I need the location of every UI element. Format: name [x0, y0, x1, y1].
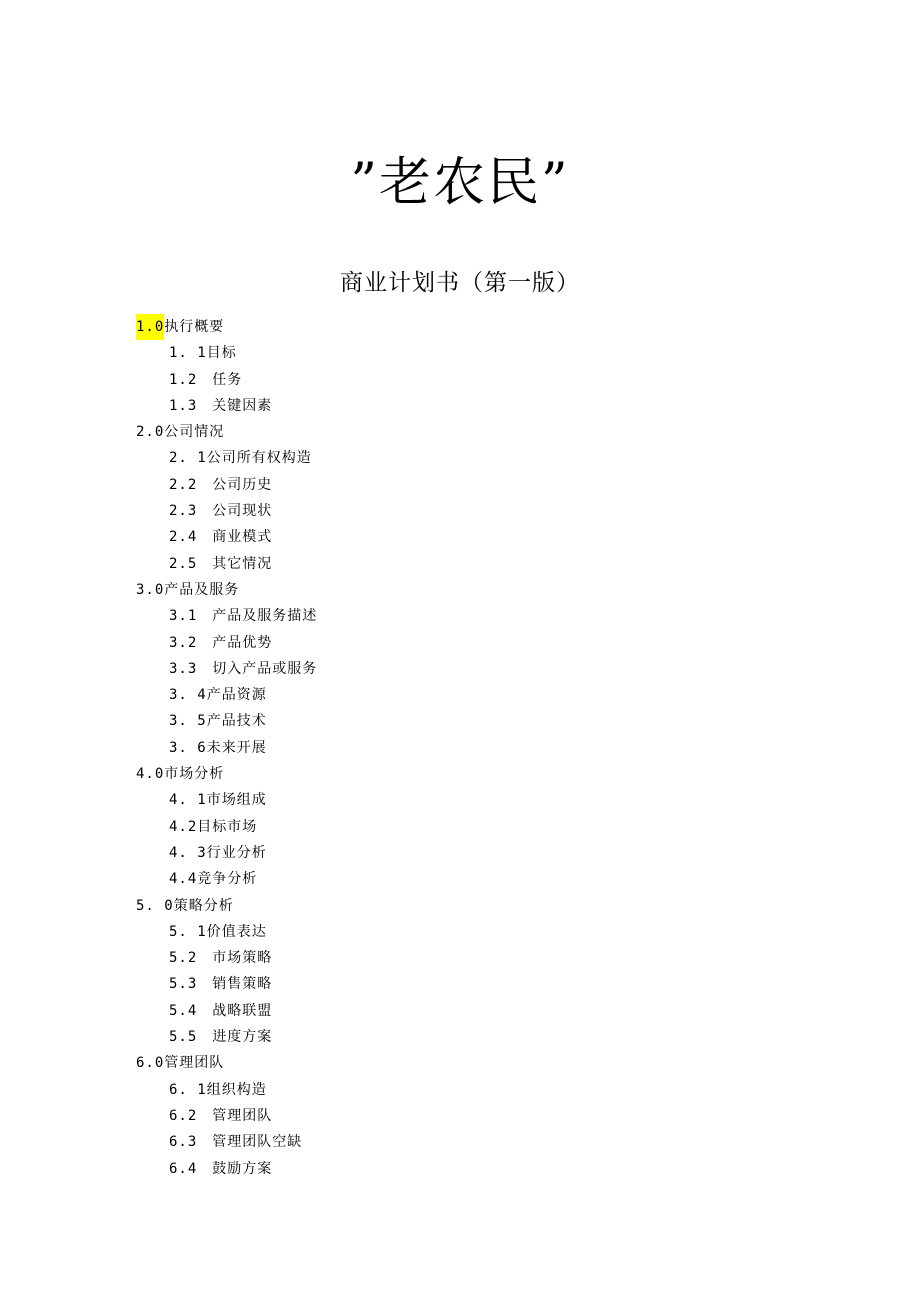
toc-number: 3. 6	[169, 739, 207, 756]
toc-section	[136, 1050, 836, 1076]
toc-number: 4.4	[169, 871, 198, 888]
toc-subsection	[136, 708, 836, 734]
toc-number: 3. 4	[169, 687, 207, 704]
toc-number: 6.4	[169, 1160, 198, 1177]
toc-subsection	[136, 1103, 836, 1129]
toc-label: 管理团队	[164, 1055, 225, 1072]
toc-subsection	[136, 630, 836, 656]
toc-subsection	[136, 1129, 836, 1155]
toc-subsection	[136, 498, 836, 524]
toc-label: 价值表达	[206, 923, 267, 940]
toc-label: 任务	[197, 371, 243, 388]
toc-label: 竞争分析	[197, 871, 258, 888]
toc-label: 公司历史	[197, 476, 273, 493]
toc-subsection	[136, 787, 836, 813]
toc-subsection	[136, 866, 836, 892]
toc-subsection	[136, 814, 836, 840]
toc-number: 6.3	[169, 1134, 198, 1151]
toc-subsection	[136, 1077, 836, 1103]
toc-label: 切入产品或服务	[197, 660, 318, 677]
toc-label: 公司情况	[164, 424, 225, 441]
toc-subsection	[136, 393, 836, 419]
toc-label: 产品技术	[206, 713, 267, 730]
toc-subsection	[136, 551, 836, 577]
toc-subsection	[136, 971, 836, 997]
toc-number: 6.2	[169, 1107, 198, 1124]
toc-subsection	[136, 919, 836, 945]
toc-subsection	[136, 445, 836, 471]
toc-subsection	[136, 1156, 836, 1182]
toc-section	[136, 577, 836, 603]
toc-number: 2.4	[169, 529, 198, 546]
document-title: ”老农民”	[350, 153, 570, 213]
toc-subsection	[136, 340, 836, 366]
toc-label: 商业模式	[197, 529, 273, 546]
toc-label: 市场组成	[206, 792, 267, 809]
toc-label: 管理团队空缺	[197, 1134, 303, 1151]
toc-number: 1. 1	[169, 345, 207, 362]
toc-number: 4. 1	[169, 792, 207, 809]
toc-number: 3.3	[169, 660, 198, 677]
toc-number: 5.4	[169, 1002, 198, 1019]
toc-number: 5.3	[169, 976, 198, 993]
toc-label: 鼓励方案	[197, 1160, 273, 1177]
toc-number: 3.0	[136, 581, 165, 598]
toc-label: 行业分析	[206, 844, 267, 861]
toc-subsection	[136, 472, 836, 498]
toc-label: 产品优势	[197, 634, 273, 651]
toc-number: 6.0	[136, 1055, 165, 1072]
toc-number: 4.0	[136, 766, 165, 783]
toc-number: 3. 5	[169, 713, 207, 730]
toc-number: 1.3	[169, 397, 198, 414]
toc-number: 4.2	[169, 818, 198, 835]
toc-number: 3.2	[169, 634, 198, 651]
toc-label: 产品及服务描述	[197, 608, 318, 625]
toc-label: 市场分析	[164, 766, 225, 783]
toc-subsection	[136, 998, 836, 1024]
toc-subsection	[136, 524, 836, 550]
toc-label: 组织构造	[206, 1081, 267, 1098]
toc-label: 战略联盟	[197, 1002, 273, 1019]
toc-label: 市场策略	[197, 950, 273, 967]
toc-number: 1.0	[136, 314, 164, 340]
toc-number: 5.2	[169, 950, 198, 967]
toc-number: 5.5	[169, 1029, 198, 1046]
table-of-contents	[136, 314, 836, 1182]
toc-number: 2.0	[136, 424, 165, 441]
toc-subsection	[136, 840, 836, 866]
toc-label: 销售策略	[197, 976, 273, 993]
toc-section	[136, 419, 836, 445]
toc-number: 2.3	[169, 503, 198, 520]
toc-label: 其它情况	[197, 555, 273, 572]
toc-label: 公司现状	[197, 503, 273, 520]
toc-label: 产品及服务	[164, 581, 240, 598]
toc-section	[136, 761, 836, 787]
toc-number: 2. 1	[169, 450, 207, 467]
toc-label: 进度方案	[197, 1029, 273, 1046]
toc-subsection	[136, 682, 836, 708]
toc-number: 2.2	[169, 476, 198, 493]
toc-label: 执行概要	[164, 319, 225, 335]
toc-number: 1.2	[169, 371, 198, 388]
toc-label: 产品资源	[206, 687, 267, 704]
toc-label: 管理团队	[197, 1107, 273, 1124]
toc-section	[136, 893, 836, 919]
toc-label: 未来开展	[206, 739, 267, 756]
toc-label: 公司所有权构造	[206, 450, 312, 467]
toc-number: 4. 3	[169, 844, 207, 861]
toc-subsection	[136, 735, 836, 761]
document-subtitle: 商业计划书（第一版）	[340, 270, 580, 296]
toc-subsection	[136, 656, 836, 682]
toc-number: 2.5	[169, 555, 198, 572]
toc-subsection	[136, 945, 836, 971]
toc-label: 目标	[206, 345, 237, 362]
toc-label: 目标市场	[197, 818, 258, 835]
toc-section	[136, 314, 836, 340]
toc-number: 5. 0	[136, 897, 174, 914]
toc-subsection	[136, 1024, 836, 1050]
toc-subsection	[136, 367, 836, 393]
toc-label: 关键因素	[197, 397, 273, 414]
toc-number: 5. 1	[169, 923, 207, 940]
toc-number: 3.1	[169, 608, 198, 625]
toc-label: 策略分析	[173, 897, 234, 914]
toc-number: 6. 1	[169, 1081, 207, 1098]
toc-subsection	[136, 603, 836, 629]
